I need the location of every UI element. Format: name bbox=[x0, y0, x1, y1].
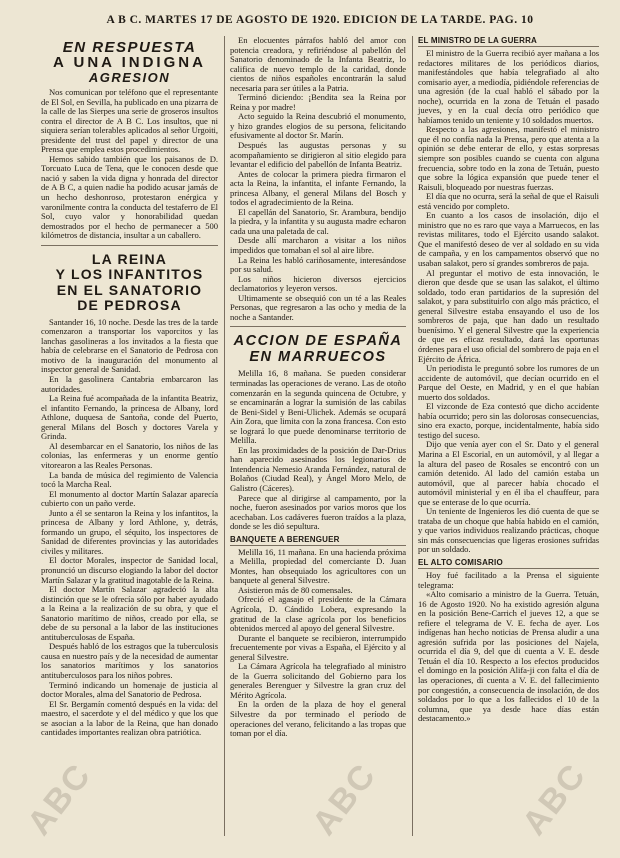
watermark-logo: ABC bbox=[514, 756, 594, 843]
column-2 bbox=[230, 36, 406, 739]
headline-respuesta: EN RESPUESTA A UNA INDIGNA AGRESION bbox=[53, 39, 206, 85]
watermark-logo: ABC bbox=[304, 756, 384, 843]
headline-marruecos: ACCION DE ESPAÑA EN MARRUECOS bbox=[233, 333, 403, 366]
subhead-banquete: BANQUETE A BERENGUER bbox=[230, 535, 406, 546]
column-rule-2 bbox=[412, 36, 413, 836]
column-3 bbox=[418, 36, 599, 724]
column-rule-1 bbox=[224, 36, 225, 836]
article-marruecos: Melilla 16, 8 mañana. Se pueden considerar terminadas las operaciones de verano. Las de otoño comenzarán en la segunda quincena de Octubre, y se encaminarán a lograr la sumisión de las cabilas de Beni-Sidel y Beni-Ulichek. Además se ocupará Ain Zora, que limita con la zona francesa. Con esto se logrará lo que puede denominarse territorio de Melilla. En las proximidades de la posición de Dar-Drius han aparecido asesinados los legionarios de Intendencia Nemesio Aranda Fernández, natural de Bolaños (Ciudad Real), y Ángel Moro Melo, de Galistro (Cáceres). Parece que al dirigirse al campamento, por la noche, fueron asesinados por varios moros que los acechaban. Los cadáveres fueron traídos a la plaza, donde se les dió sepultura. bbox=[230, 368, 406, 532]
subhead-ministro: EL MINISTRO DE LA GUERRA bbox=[418, 36, 599, 47]
column-1 bbox=[41, 36, 218, 738]
headline-reina: LA REINA Y LOS INFANTITOS EN EL SANATORIO DE PEDROSA bbox=[55, 250, 204, 314]
article-reina: Santander 16, 10 noche. Desde las tres de la tarde comenzaron a transportar los vaporcitos y las lanchas gasolineras a los invitados a la fiesta que había de celebrarse en el Sanatorio de Pedrosa con motivo de la inauguración del monumento al inspector general de Sanidad. En la gasolinera Cantabria embarcaron las autoridades. La Reina fué acompañada de la infantita Beatriz, el infantito Fernando, la princesa de Albany, lord Athlone, duquesa de Santoña, conde del Puerto, general Milans del Bosch y doctores Varela y Grinda. Al desembarcar en el Sanatorio, los niños de las colonias, las enfermeras y un enorme gentío vitorearon a las Reales Personas. La banda de música del regimiento de Valencia tocó la Marcha Real. El monumento al doctor Martín Salazar aparecía cubierto con un paño verde. Junto a él se sentaron la Reina y los infantitos, la princesa de Albany y lord Athlone, y, detrás, formando un grupo, el séquito, los inspectores de Sanidad de diferentes provincias y las autoridades civiles y militares. El doctor Morales, inspector de Sanidad local, pronunció un discurso elogiando la labor del doctor Martín Salazar y la gratitud inagotable de la Reina. El doctor Martín Salazar agradeció la alta distinción que se le ofrecía sólo por haber ayudado a la Reina a la realización de su obra, y que el Sanatorio marítimo de niños, creado por ella, se debe de su personal a la labor de las instituciones antituberculosas de España. Después habló de los estragos que la tuberculosis causa en nuestro país y de la necesidad de aumentar los sanatorios marítimos y los sanatorios antituberculosos para los niños pobres. Terminó indicando un homenaje de justicia al doctor Morales, alma del Sanatorio de Pedrosa. El Sr. Bergamín comentó después en la vida: del maestro, el sacerdote y el del médico y que los que se asocian a la labor de la Reina, que han donado cantidades importantes realizan obra patriótica. bbox=[41, 316, 218, 738]
page-header: A B C. MARTES 17 DE AGOSTO DE 1920. EDICION DE LA TARDE. PAG. 10 bbox=[106, 14, 534, 26]
subhead-alto-comisario: EL ALTO COMISARIO bbox=[418, 558, 599, 569]
article-respuesta: Nos comunican por teléfono que el representante de El Sol, en Sevilla, ha publicado en una pizarra de la calle de las Sierpes una serie de groseros insultos contra el director de A B C. Los insultos, que ni siquiera serían tolerables aplicados al señor Urgoiti, presidente del trust del papel y director de una Prensa que emplea estos procedimientos. Hemos sabido también que los paisanos de D. Torcuato Luca de Tena, que le conocen desde que nació y saben la vida digna y honrada del director de A B C, a quien nadie ha podido acusar jamás de un hecho deshonroso, protestaron enérgica y varonilmente contra la conducta del testaferro de El Sol, cuyo valor y honorabilidad quedan demostrados por el hecho de permanecer a 500 kilómetros de distancia, insultar a un caballero. bbox=[41, 87, 218, 241]
article-ministro: El ministro de la Guerra recibió ayer mañana a los redactores militares de los periódicos diarios, manifestándoles que había telegrafiado al alto comisario ayer, a mediodía, pidiéndole referencias de una agresión (de la cual habló el sábado por la noche), ocurrida en la zona de Tetuán el pasado jueves, y en la cual decía otro periódico que habíamos tenido un teniente y 10 soldados muertos. Respecto a las agresiones, manifestó el ministro que él no confía nada la Prensa, pero que atenta a la opinión se debe enterar de ello, y estas sorpresas siempre son posibles cuando se cuenta con alguna frecuencia, sobre todo en la zona de Tetuán, puesto que sobre la lógica expansión que puede tener el Raisuli, bloqueado por nuestras fuerzas. El día que no ocurra, será la señal de que el Raisuli está vencido por completo. En cuanto a los casos de insolación, dijo el ministro que no es raro que vaya a Marruecos, en las revistas militares, todo el Ejército usando salakot. Que el manifestó deseo de ver al soldado en su vida de campaña, y en los campamentos observó que no usaban salakot, pero sí grandes sombreros de paja. Al preguntar el motivo de esta innovación, le dieron que desde que se usan las salakot, el último soldado, todo eran partidarios de la supresión del salakot, y para substituirlo con algo más práctico, el general Silvestre estaba ensayando el uso de los sombreros de paja, que han dado un resultado buenísimo. Y el general Silvestre que la experiencia de que es eficaz resultado, dará las oportunas órdenes para el uso oficial del sombrero de paja en el Ejército de África. Un periodista le preguntó sobre los rumores de un accidente de automóvil, que decían ocurrido en el Parque del Oeste, en Madrid, y en el que habían muerto dos soldados. El vizconde de Eza contestó que dicho accidente había ocurrido; pero sin las dolorosas consecuencias, sino era exacto, porque, incidentalmente, había sido testigo del suceso. Dijo que venía ayer con el Sr. Dato y el general Marina a El Escorial, en un automóvil, y al llegar a la altura del paseo de Rosales se encontró con un camión detenido. Al lado del camión estaba un automóvil, que al parecer había chocado el automóvil ministerial y en él iba el chauffeur, para que se enterase de lo que ocurría. Un teniente de Ingenieros les dió cuenta de que se trataba de un choque que había habido en el camión, y que varios individuos realizando prácticas, choque sin más consecuencias que ligeras erosiones sufridas por un soldado. bbox=[418, 48, 599, 555]
watermark-logo: ABC bbox=[19, 756, 99, 843]
divider bbox=[41, 245, 218, 246]
article-banquete: Melilla 16, 11 mañana. En una hacienda próxima a Melilla, propiedad del comerciante D. Juan Montes, han obsequiado los agricultores con un banquete al general Silvestre. Asistieron más de 80 comensales. Ofreció el agasajo el presidente de la Cámara Agrícola, D. Cándido Lobera, expresando la gratitud de la clase agrícola por los beneficios obtenidos merced al apoyo del general Silvestre. Durante el banquete se recibieron, interrumpido frecuentemente por vivas a España, el Ejército y al general Silvestre. La Cámara Agrícola ha telegrafiado al ministro de la Guerra solicitando del Gobierno para los generales Berenguer y Silvestre la gran cruz del Mérito Agrícola. En la orden de la plaza de hoy el general Silvestre da por terminado el período de operaciones del verano, felicitando a las tropas que toman por el día. bbox=[230, 546, 406, 739]
article-alto-comisario: Hoy fué facilitado a la Prensa el siguiente telegrama: «Alto comisario a ministro de la Guerra. Tetuán, 16 de Agosto 1920. No ha existido agresión alguna en la posición Bene-Carrich el jueves 12, a que se refiere el telegrama de V. E. fecha de ayer. Los indígenas han hecho noticias de Prensa aludir a una agresión sufrida por las posiciones del Najela, ocurrida el día 9, del que di cuenta a V. E. desde Tetuán el día 10. Respecto a los efectos producidos el domingo en la posición Alifa-ji con falta el día de las operaciones, dí cuenta a V. E. del fallecimiento por congestión, a consecuencia de insolación, de dos soldados por lo que a los fallecidos el 10 de la columna, que ya desde hace días están destacamento.» bbox=[418, 569, 599, 724]
divider bbox=[230, 326, 406, 327]
article-reina-cont: En elocuentes párrafos habló del amor con potencia creadora, y refiriéndose al pabellón del Sanatorio denominado de la Infanta Beatriz, lo califica de nuevo templo de la caridad, donde cientos de niños españoles encontrarán la salud necesaria para ser útiles a la Patria. Terminó diciendo: ¡Bendita sea la Reina por Reina y por madre! Acto seguido la Reina descubrió el monumento, y hizo grandes elogios de su persona, felicitando efusivamente al doctor Sr. Marín. Después las augustas personas y su acompañamiento se dirigieron al sitio elegido para levantar el edificio del pabellón de Infanta Beatriz. Antes de colocar la primera piedra firmaron el acta la Reina, la infantita, el infante Fernando, la princesa Albany, el general Milans del Bosch y todos el agradecimiento de la Reina. El capellán del Sanatorio, Sr. Arambura, bendijo la piedra, y la infantita y su augusta madre echaron cada una una paletada de cal. Desde allí marcharon a visitar a los niños impedidos que tomaban el sol al aire libre. La Reina les habló cariñosamente, interesándose por su salud. Los niños hicieron diversos ejercicios declamatorios y leyeron versos. Ultimamente se obsequió con un té a las Reales Personas, que regresaron a las ocho y media de la noche a Santander. bbox=[230, 35, 406, 322]
